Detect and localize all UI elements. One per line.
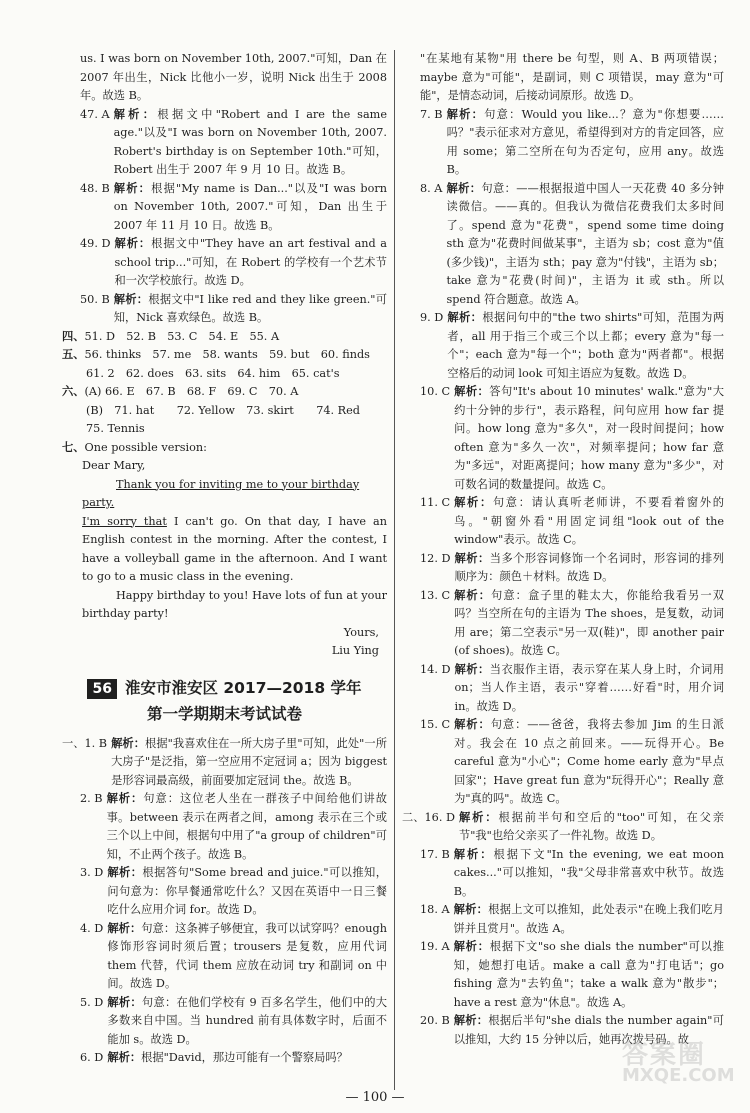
exam-title xyxy=(62,675,387,727)
analysis-label: 解析： xyxy=(107,921,142,935)
answer-explanation xyxy=(107,994,387,1050)
answer-explanation xyxy=(447,309,724,383)
left-column xyxy=(62,50,387,1068)
answer-number: 15. C xyxy=(420,718,451,731)
section-six xyxy=(62,383,387,402)
answer-explanation xyxy=(114,106,387,180)
analysis-label: 解析： xyxy=(107,1051,142,1064)
answer-explanation xyxy=(454,846,724,902)
analysis-label: 解析： xyxy=(454,662,490,676)
answer-explanation xyxy=(114,180,387,236)
column-divider xyxy=(394,50,395,1090)
explanation-text: 根据下文"In the evening, we eat moon cakes..."可以推知，"我"父母非常喜欢中秋节。故选 B。 xyxy=(453,847,724,898)
answer-number: 18. A xyxy=(420,903,450,916)
analysis-label: 解析： xyxy=(447,311,483,324)
answer-number: 二、16. D xyxy=(402,810,455,824)
answer-item xyxy=(62,920,387,994)
answer-number: 10. C xyxy=(420,385,451,398)
analysis-label: 解析： xyxy=(454,588,492,602)
analysis-label: 解析： xyxy=(454,385,490,398)
answer-item xyxy=(62,790,387,864)
section-answers: (A) 66. E 67. B 68. F 69. C 70. A xyxy=(84,385,299,398)
answer-item xyxy=(402,809,724,846)
answer-explanation xyxy=(107,864,387,920)
answer-item xyxy=(402,180,724,310)
analysis-label: 解析： xyxy=(113,107,158,121)
answer-number: 12. D xyxy=(420,551,451,565)
section-seven xyxy=(62,439,387,458)
answer-number: 49. D xyxy=(80,237,111,250)
answer-list xyxy=(402,106,724,1050)
answer-explanation xyxy=(447,106,724,180)
section-answers: 75. Tennis xyxy=(86,422,145,435)
answer-number: 9. D xyxy=(420,311,444,324)
answer-explanation xyxy=(454,716,724,809)
answer-explanation xyxy=(107,920,387,994)
analysis-label: 解析： xyxy=(453,847,494,861)
answer-number: 19. A xyxy=(420,940,450,953)
explanation-text: 句意：在他们学校有 9 百多名学生，他们中的大多数来自中国。当 hundred 前有具体数字时，后面不能加 s。故选 D。 xyxy=(107,995,387,1046)
answer-number: 47. A xyxy=(80,107,110,121)
explanation-text: 根据"我喜欢住在一所大房子里"可知，此处"一所大房子"是泛指，第一空应用不定冠词 a；因为 biggest 是形容词最高级，前面要加定冠词 the。故选 B。 xyxy=(111,736,387,787)
exam-title-line2: 第一学期期末考试试卷 xyxy=(146,704,302,723)
answer-item xyxy=(402,716,724,809)
answer-explanation xyxy=(107,1049,387,1068)
answer-number: 3. D xyxy=(80,866,104,879)
right-column xyxy=(402,50,724,1049)
explanation-text: 句意：这条裤子够便宜，我可以试穿吗？enough 修饰形容词时须后置；trousers 是复数，应用代词 them 代替，代词 them 应放在动词 try 和副词 on 中间。故选 D。 xyxy=(107,921,387,990)
answer-item xyxy=(62,235,387,291)
section-answers: (B) 71. hat 72. Yellow 73. skirt 74. Red xyxy=(86,403,361,417)
analysis-label: 解析： xyxy=(453,940,490,953)
page-number: — 100 — xyxy=(345,1090,405,1105)
answer-item xyxy=(62,180,387,236)
exam-title-line1 xyxy=(62,675,387,701)
answer-number: 14. D xyxy=(420,662,451,676)
section-answers: 56. thinks 57. me 58. wants 59. but 60. finds xyxy=(84,348,370,361)
answer-number: 8. A xyxy=(420,181,443,195)
part-one-answers xyxy=(62,735,387,1068)
exam-number-badge: 56 xyxy=(87,679,116,699)
explanation-text: 句意：——根据报道中国人一天花费 40 多分钟读微信。——真的。但我认为微信花费我们太多时间了。spend 意为"花费"，spend some time doing sth 意为"花费时间做某事"，主语为 sb；cost 意为"值(多少钱)"，主语为 sth；pay 意为"付钱"，主语为 sb；take 意为"花费(时间)"，主语为 it 或 sth。所以 spend 符合题意。故选 A。 xyxy=(446,181,724,306)
answer-explanation xyxy=(115,235,388,291)
section-label: 六、 xyxy=(62,385,85,398)
letter-underlined-phrase: I'm sorry that xyxy=(82,514,167,528)
letter-paragraph-1-rest: I can't go. On that day, I have an English contest in the morning. After the contest, I have a volleyball game in the afternoon. And I want to go to a music class in the evening. xyxy=(82,514,387,583)
answer-number: 5. D xyxy=(80,995,104,1009)
answer-explanation xyxy=(454,938,724,1012)
analysis-label: 解析： xyxy=(454,496,493,509)
answer-number: 17. B xyxy=(420,847,450,861)
answer-continuation: "在某地有某物"用 there be 句型，则 A、B 两项错误；maybe 意为"可能"，是副词，则 C 项错误，may 意为"可能"，是情态动词，后接动词原形。故选 D。 xyxy=(420,52,724,102)
analysis-label: 解析： xyxy=(454,718,491,731)
explanation-text: 根据下文"so she dials the number"可以推知，她想打电话。make a call 意为"打电话"；go fishing 意为"去钓鱼"；take a walk 意为"散步"；have a rest 意为"休息"。故选 A。 xyxy=(453,940,724,1009)
explanation-text: 答句"It's about 10 minutes' walk."意为"大约十分钟的步行"，表示路程，问句应用 how far 提问。how long 意为"多久"，对一段时间提问；how often 意为"多久一次"，对频率提问；how far 意为"多远"，对距离提问；how many 意为"多少"，对可数名词的数量提问。故选 C。 xyxy=(454,385,724,491)
answer-number: 6. D xyxy=(80,1051,104,1064)
answer-item xyxy=(402,938,724,1012)
section-answers: 51. D 52. B 53. C 54. E 55. A xyxy=(84,329,280,343)
section-five xyxy=(62,346,387,365)
answer-explanation xyxy=(454,494,724,550)
analysis-label: 解析： xyxy=(453,1014,489,1027)
explanation-text: 句意：请认真听老师讲，不要看着窗外的鸟。"朝窗外看"用固定词组"look out of the window"表示。故选 C。 xyxy=(454,496,724,546)
answer-explanation xyxy=(454,901,724,938)
answer-explanation xyxy=(454,383,724,494)
section-four xyxy=(62,328,387,347)
answer-explanation xyxy=(454,587,724,661)
analysis-label: 解析： xyxy=(114,237,152,250)
answer-explanation xyxy=(107,790,387,864)
section-label: 五、 xyxy=(62,348,85,361)
analysis-label: 解析： xyxy=(107,995,142,1009)
analysis-label: 解析： xyxy=(454,551,490,565)
analysis-label: 解析： xyxy=(453,903,489,916)
analysis-label: 解析： xyxy=(459,810,499,824)
answer-number: 48. B xyxy=(80,181,110,195)
answer-item xyxy=(402,587,724,661)
answer-item xyxy=(62,291,387,328)
letter-paragraph-1 xyxy=(82,513,387,587)
explanation-text: 根据"My name is Dan..."以及"I was born on November 10th, 2007."可知，Dan 出生于 2007 年 11 月 10 日。故选 B。 xyxy=(113,181,387,232)
explanation-text: 句意：Would you like...？意为"你想要……吗？"表示征求对方意见，希望得到对方的肯定回答，应用 some；第二空所在句为否定句，应用 any。故选 B。 xyxy=(446,107,724,176)
answer-number: 一、1. B xyxy=(62,736,108,750)
explanation-text: 句意：——爸爸，我将去参加 Jim 的生日派对。我会在 10 点之前回来。——玩得开心。Be careful 意为"小心"；Come home early 意为"早点回家"；Have great fun 意为"玩得开心"；Really 意为"真的吗"。故选 C。 xyxy=(454,718,724,805)
section-six-line3 xyxy=(62,420,387,439)
explanation-text: 句意：盒子里的鞋太大，你能给我看另一双吗？当空所在句的主语为 The shoes，是复数，动词用 are；第二空表示"另一双(鞋)"，即 another pair (of shoes)。故选 C。 xyxy=(454,588,724,657)
letter-greeting: Dear Mary, xyxy=(82,459,146,472)
watermark-url: MXQE.COM xyxy=(622,1064,735,1086)
section-label: 七、 xyxy=(62,440,85,454)
watermark-text: 答案圈 xyxy=(622,1040,707,1070)
explanation-text: 根据文中"I like red and they like green."可知，Nick 喜欢绿色。故选 B。 xyxy=(113,292,387,324)
answer-explanation xyxy=(455,661,725,717)
explanation-text: 根据上文可以推知，此处表示"在晚上我们吃月饼并且赏月"。故选 A。 xyxy=(453,903,724,935)
section-answers: 61. 2 62. does 63. sits 64. him 65. cat's xyxy=(86,366,340,380)
analysis-label: 解析： xyxy=(107,866,143,879)
letter-signature: Liu Ying xyxy=(331,644,379,657)
section-label: 四、 xyxy=(62,329,85,343)
letter-paragraph-2: Happy birthday to you! Have lots of fun at your birthday party! xyxy=(82,588,387,620)
answer-item xyxy=(402,106,724,180)
analysis-label: 解析： xyxy=(446,107,485,121)
explanation-text: 根据问句中的"the two shirts"可知，范围为两者，all 用于指三个或三个以上都；every 意为"每一个"；each 意为"每一个"；both 意为"两者都"。根据空格后的动词 look 可知主语应为复数。故选 D。 xyxy=(447,311,724,380)
exam-title-text: 淮安市淮安区 2017—2018 学年 xyxy=(124,678,362,697)
answer-explanation xyxy=(459,809,724,846)
analysis-label: 解析： xyxy=(113,181,152,195)
explanation-text: 根据答句"Some bread and juice."可以推知，问句意为：你早餐通常吃什么？又因在英语中一日三餐吃什么应用介词 for。故选 D。 xyxy=(107,866,387,916)
answer-item xyxy=(402,550,724,587)
explanation-text: 根据后半句"she dials the number again"可以推知，大约 15 分钟以后，她再次拨号码。故 xyxy=(453,1014,724,1046)
explanation-text: 根据前半句和空后的"too"可知，在父亲节"我"也给父亲买了一件礼物。故选 D。 xyxy=(459,810,724,842)
answer-item xyxy=(402,846,724,902)
explanation-text: 根据文中"Robert and I are the same age."以及"I was born on November 10th, 2007. Robert's birthday is on September 10th."可知，Robert 出生于 2007 年 9 月 10 日。故选 B。 xyxy=(113,107,387,176)
analysis-label: 解析： xyxy=(111,736,146,750)
section-answers: One possible version: xyxy=(84,440,207,454)
letter-closing: Yours, xyxy=(343,625,379,639)
answer-continuation: us. I was born on November 10th, 2007."可知，Dan 在 2007 年出生，Nick 比他小一岁，说明 Nick 出生于 2008 年。故选 B。 xyxy=(80,52,387,102)
analysis-label: 解析： xyxy=(113,292,149,306)
answer-item xyxy=(62,106,387,180)
answer-item xyxy=(402,494,724,550)
answer-number: 11. C xyxy=(420,496,451,509)
answer-item xyxy=(62,864,387,920)
section-five-line2 xyxy=(62,365,387,384)
analysis-label: 解析： xyxy=(106,792,144,805)
answer-number: 13. C xyxy=(420,588,451,602)
answer-item xyxy=(62,994,387,1050)
site-watermark-logo xyxy=(622,1040,742,1105)
explanation-text: 句意：这位老人坐在一群孩子中间给他们讲故事。between 表示在两者之间，among 表示在三个或三个以上中间，根据句中用了"a group of children"可知，不止两个孩子。故选 B。 xyxy=(106,792,387,861)
answer-item xyxy=(402,383,724,494)
answer-number: 7. B xyxy=(420,107,443,121)
answer-explanation xyxy=(446,180,724,310)
analysis-label: 解析： xyxy=(446,181,482,195)
sample-letter xyxy=(62,457,387,661)
explanation-text: 当衣服作主语，表示穿在某人身上时，介词用 on；当人作主语，表示"穿着……好看"时，用介词 in。故选 D。 xyxy=(454,662,724,713)
section-six-line2 xyxy=(62,402,387,421)
answer-explanation xyxy=(455,550,725,587)
answer-number: 4. D xyxy=(80,921,104,935)
answer-explanation xyxy=(114,291,387,328)
answer-item xyxy=(402,309,724,383)
answer-number: 2. B xyxy=(80,792,103,805)
answer-item xyxy=(402,661,724,717)
answer-item xyxy=(62,1049,387,1068)
answer-item xyxy=(62,735,387,791)
answer-item xyxy=(402,901,724,938)
letter-paragraph-1a: Thank you for inviting me to your birthday party. xyxy=(82,477,360,509)
answer-number: 50. B xyxy=(80,292,110,306)
explanation-text: 根据文中"They have an art festival and a school trip..."可知，在 Robert 的学校有一个艺术节和一次学校旅行。故选 D。 xyxy=(114,237,387,287)
answer-explanation xyxy=(111,735,387,791)
explanation-text: 根据"David，那边可能有一个警察局吗？ xyxy=(141,1051,348,1064)
explanation-text: 当多个形容词修饰一个名词时，形容词的排列顺序为：颜色＋材料。故选 D。 xyxy=(454,551,724,583)
answer-list xyxy=(62,106,387,328)
answer-number: 20. B xyxy=(420,1014,450,1027)
